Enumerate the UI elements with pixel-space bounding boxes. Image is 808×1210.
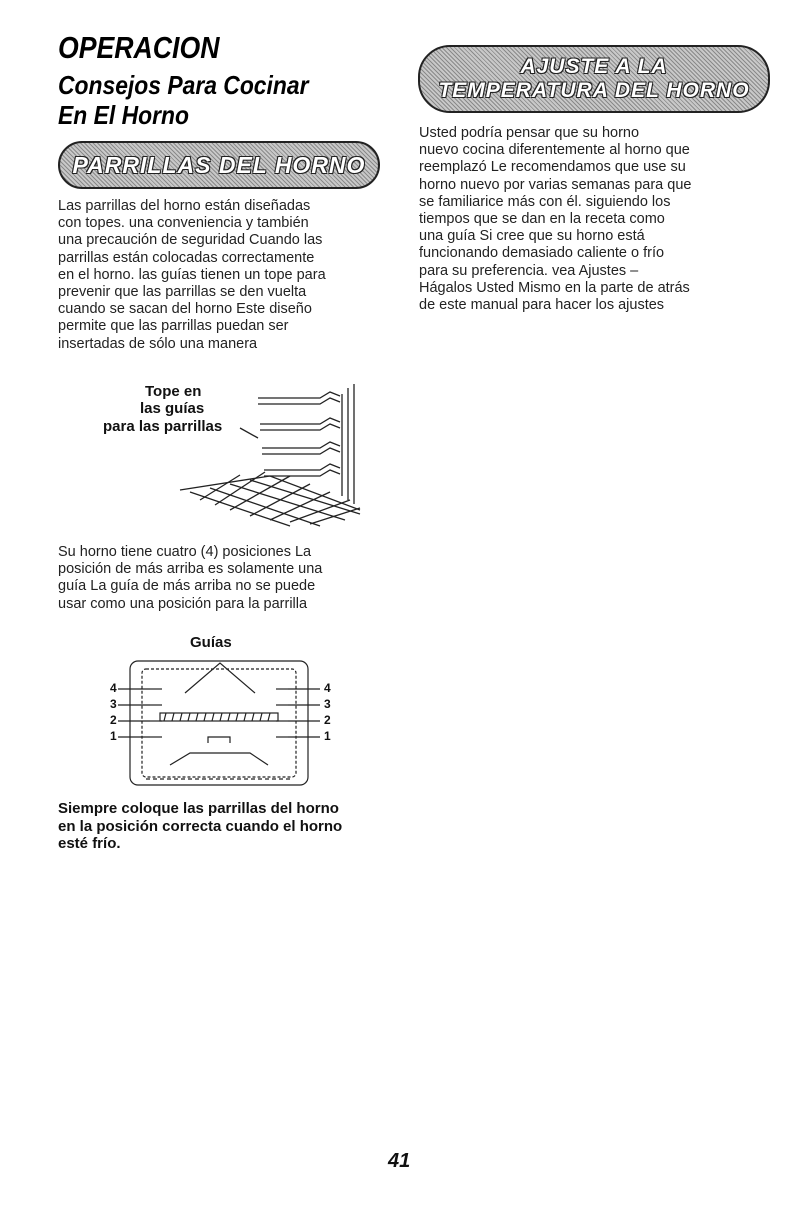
rack-position-number: 4 [324,681,331,695]
oven-temperature-banner [418,45,770,113]
guides-label: Guías [190,634,232,651]
racks-paragraph [58,198,326,353]
oven-racks-banner [58,141,380,189]
rack-position-number: 2 [324,713,331,727]
paragraph-line: de este manual para hacer los ajustes [419,296,665,313]
rack-position-number: 4 [110,681,117,695]
paragraph-line: cuando se sacan del horno Este diseño [58,301,312,318]
rack-positions-illustration [100,655,340,790]
safety-note [58,800,342,853]
paragraph-line: en el horno. las guías tienen un tope para [58,266,326,283]
paragraph-line: guía La guía de más arriba no se puede [58,578,316,595]
paragraph-line: posición de más arriba es solamente una [58,561,323,578]
paragraph-line: para su preferencia. vea Ajustes – [419,262,639,279]
paragraph-line: horno nuevo por varias semanas para que [419,176,692,193]
note-line: Siempre coloque las parrillas del horno [58,800,339,817]
oven-racks-banner-text: PARRILLAS DEL HORNO [72,151,366,178]
rack-position-number: 3 [324,697,331,711]
paragraph-line: funcionando demasiado caliente o frío [419,245,665,262]
temperature-paragraph [419,125,691,314]
paragraph-line: permite que las parrillas puedan ser [58,318,289,335]
rack-stop-illustration [170,380,370,530]
subtitle-line-2: En El Horno [58,100,189,130]
rack-stop-label-line-3: para las parrillas [103,418,223,435]
paragraph-line: Hágalos Usted Mismo en la parte de atrás [419,279,690,296]
page-number: 41 [388,1150,411,1172]
paragraph-line: nuevo cocina diferentemente al horno que [419,142,690,159]
rack-stop-label-line-1: Tope en [145,383,202,400]
positions-paragraph [58,544,322,613]
oven-temperature-banner-line-2: TEMPERATURA DEL HORNO [438,79,750,102]
paragraph-line: reemplazó Le recomendamos que use su [419,159,686,176]
rack-position-number: 1 [110,729,117,743]
rack-position-number: 1 [324,729,331,743]
rack-position-number: 2 [110,713,117,727]
paragraph-line: insertadas de sólo una manera [58,335,258,352]
paragraph-line: tiempos que se dan en la receta como [419,210,665,227]
subtitle-line-1: Consejos Para Cocinar [58,70,309,100]
rack-position-number: 3 [110,697,117,711]
paragraph-line: con topes. una conveniencia y también [58,215,309,232]
note-line: esté frío. [58,835,121,852]
paragraph-line: parrillas están colocadas correctamente [58,249,315,266]
paragraph-line: una guía Si cree que su horno está [419,228,645,245]
paragraph-line: usar como una posición para la parrilla [58,595,308,612]
paragraph-line: prevenir que las parrillas se den vuelta [58,283,307,300]
paragraph-line: Las parrillas del horno están diseñadas [58,198,311,214]
section-heading: OPERACION [58,30,220,65]
oven-temperature-banner-line-1: AJUSTE A LA [520,55,668,78]
paragraph-line: Usted podría pensar que su horno [419,125,640,141]
paragraph-line: se familiarice más con él. siguiendo los [419,193,671,210]
paragraph-line: una precaución de seguridad Cuando las [58,232,323,249]
note-line: en la posición correcta cuando el horno [58,817,343,835]
paragraph-line: Su horno tiene cuatro (4) posiciones La [58,544,312,560]
rack-stop-label-line-2: las guías [140,400,205,417]
